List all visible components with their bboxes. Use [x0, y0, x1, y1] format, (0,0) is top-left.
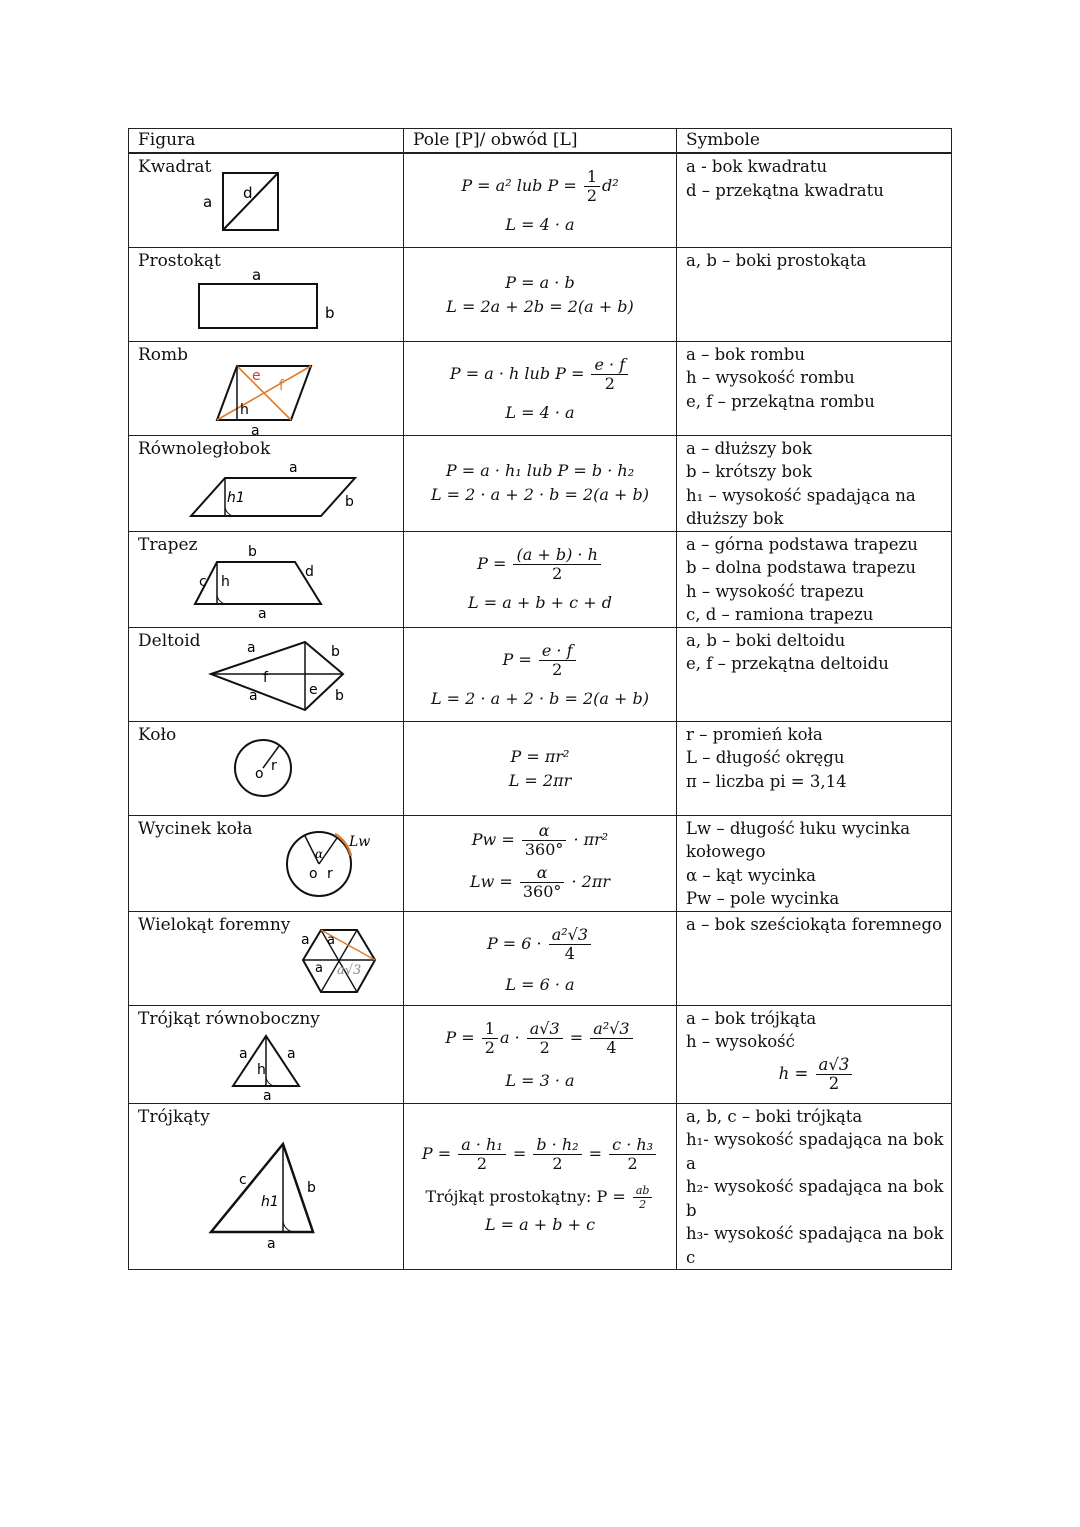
symbols-cell	[677, 1005, 952, 1103]
label-c: c	[239, 1171, 247, 1188]
label-b: b	[325, 303, 335, 322]
figure-name: Romb	[138, 344, 189, 365]
symbol-line: h₁- wysokość spadająca na bok a	[686, 1130, 944, 1173]
label-h: h	[257, 1061, 266, 1078]
square-drawing	[129, 154, 404, 248]
label-h1: h1	[261, 1193, 279, 1210]
perimeter-formula: L = 6 · a	[505, 974, 575, 994]
symbol-line: a – bok rombu	[686, 344, 805, 364]
figure-cell	[129, 247, 404, 341]
figure-cell	[129, 911, 404, 1005]
perimeter-formula: L = 2πr	[508, 770, 572, 790]
label-h: h	[221, 573, 230, 590]
perimeter-formula: L = 2 · a + 2 · b = 2(a + b)	[430, 688, 650, 708]
figure-name: Trapez	[138, 534, 198, 555]
formula-cell	[404, 1103, 677, 1270]
equilateral-triangle-drawing	[129, 1006, 404, 1104]
figure-name: Kwadrat	[138, 157, 212, 177]
figure-name: Trójkąty	[138, 1106, 210, 1127]
kite-drawing	[129, 628, 404, 722]
header-symbols: Symbole	[677, 129, 952, 154]
label-b: b	[248, 543, 257, 560]
table-row	[129, 911, 952, 1005]
hexagon-drawing	[129, 912, 404, 1006]
figure-name: Wycinek koła	[138, 818, 253, 839]
label-a: a	[287, 1045, 296, 1062]
label-a: a	[249, 687, 258, 704]
perimeter-formula: L = 2 · a + 2 · b = 2(a + b)	[430, 484, 650, 504]
figure-name: Prostokąt	[138, 250, 221, 271]
label-o: o	[309, 865, 318, 882]
arc-length-formula: Lw = $\frac{\alpha}{360^\circ}$ · 2πr	[469, 862, 611, 901]
figure-name: Równoległobok	[138, 438, 271, 459]
formula-cell	[404, 911, 677, 1005]
symbol-line: d – przekątna kwadratu	[686, 180, 884, 200]
perimeter-formula: L = 3 · a	[505, 1070, 575, 1090]
area-formula: P = $\frac{1}{2}$ a · $\frac{a√3}{2}$ = $\frac{\text{a²√3}}{4}$	[404, 1020, 676, 1057]
symbols-cell	[677, 815, 952, 911]
table-row	[129, 341, 952, 435]
right-triangle-formula: Trójkąt prostokątny: P = $\frac{ab}{2}$	[404, 1184, 676, 1211]
symbol-line: b – krótszy bok	[686, 462, 812, 481]
area-formula: P = a² lub P = $\frac{1}{2}$ d²	[461, 167, 619, 205]
label-r: r	[327, 865, 333, 882]
symbol-line: Lw – długość łuku wycinka kołowego	[686, 818, 911, 861]
label-a: a	[247, 639, 256, 656]
area-formula: P = πr²	[510, 746, 570, 766]
label-a: a	[301, 931, 310, 948]
parallelogram-drawing	[129, 436, 404, 530]
symbol-line: e, f – przekątna deltoidu	[686, 654, 889, 673]
label-b: b	[345, 493, 354, 510]
sector-area-formula: Pw = $\frac{\alpha}{360^\circ}$ · πr²	[471, 820, 609, 859]
label-a: a	[203, 193, 213, 211]
symbol-line: Pw – pole wycinka	[686, 889, 840, 908]
symbol-line: c, d – ramiona trapezu	[686, 605, 874, 624]
symbol-line: b – dolna podstawa trapezu	[686, 558, 916, 577]
formula-cell	[404, 1005, 677, 1103]
table-row	[129, 1103, 952, 1270]
symbol-line: a – bok trójkąta	[686, 1008, 817, 1028]
symbols-cell	[677, 911, 952, 1005]
table-row	[129, 153, 952, 247]
symbols-cell	[677, 247, 952, 341]
formula-cell	[404, 627, 677, 721]
figure-cell	[129, 435, 404, 531]
rhombus-drawing	[129, 342, 404, 436]
height-formula: h = $\frac{a√3}{2}$	[686, 1056, 947, 1093]
sector-drawing	[129, 816, 404, 910]
figure-cell	[129, 1103, 404, 1270]
symbol-line: α – kąt wycinka	[686, 865, 817, 885]
label-lw: Lw	[349, 833, 371, 850]
label-alpha: α	[315, 846, 324, 861]
symbols-cell	[677, 721, 952, 815]
label-a: a	[239, 1045, 248, 1062]
label-a: a	[315, 960, 323, 976]
formula-cell	[404, 435, 677, 531]
symbol-line: h – wysokość rombu	[686, 368, 855, 387]
symbol-line: a, b, c – boki trójkąta	[686, 1106, 863, 1126]
symbol-line: a - bok kwadratu	[686, 157, 828, 176]
figure-name: Koło	[138, 724, 177, 745]
symbols-cell	[677, 435, 952, 531]
header-area-perimeter: Pole [P]/ obwód [L]	[404, 129, 677, 154]
label-a: a	[289, 459, 298, 476]
rectangle-drawing	[129, 248, 404, 342]
area-formula: P = $\frac{e \cdot f}{2}$	[404, 642, 676, 679]
figure-cell	[129, 531, 404, 627]
symbol-line: h – wysokość trapezu	[686, 581, 865, 601]
symbol-line: a, b – boki prostokąta	[686, 250, 867, 270]
perimeter-formula: L = a + b + c + d	[468, 592, 612, 612]
figure-cell	[129, 153, 404, 247]
label-e: e	[309, 681, 318, 698]
circle-drawing	[129, 722, 404, 816]
formula-cell	[404, 153, 677, 247]
label-b: b	[331, 643, 340, 660]
perimeter-formula: L = a + b + c	[484, 1214, 596, 1234]
label-r: r	[271, 757, 277, 774]
area-formula: P = a · h lub P = $\frac{e \cdot f}{2}$	[404, 356, 676, 393]
label-f: f	[279, 377, 284, 394]
table-header-row	[129, 129, 952, 154]
table-row	[129, 247, 952, 341]
symbols-cell	[677, 627, 952, 721]
figure-cell	[129, 1005, 404, 1103]
symbol-line: h₂- wysokość spadająca na bok b	[686, 1177, 944, 1220]
figure-name: Wielokąt foremny	[138, 914, 291, 935]
label-d: d	[243, 184, 253, 202]
label-a-sqrt3: a√3	[337, 962, 362, 978]
area-formula: P = $\frac{\text{a · h₁}}{2}$ = $\frac{\text{b · h₂}}{2}$ = $\frac{\text{c · h₃}}{2}$	[404, 1136, 676, 1173]
symbol-line: h – wysokość	[686, 1032, 795, 1051]
label-h: h	[240, 401, 249, 418]
figure-cell	[129, 341, 404, 435]
label-c: c	[199, 573, 207, 590]
label-a: a	[252, 265, 262, 284]
symbol-line: h₁ – wysokość spadająca na dłuższy bok	[686, 485, 916, 528]
area-formula: P = $\frac{(a + b) \cdot h}{2}$	[404, 546, 676, 583]
perimeter-formula: L = 4 · a	[505, 402, 575, 422]
label-h1: h1	[227, 489, 245, 506]
label-b: b	[335, 687, 344, 704]
label-a: a	[263, 1087, 272, 1104]
label-d: d	[305, 563, 314, 580]
trapezoid-drawing	[129, 532, 404, 626]
label-b: b	[307, 1179, 316, 1196]
formula-cell	[404, 247, 677, 341]
figure-cell	[129, 721, 404, 815]
table-row	[129, 531, 952, 627]
triangle-drawing	[129, 1104, 404, 1269]
label-f: f	[263, 669, 268, 686]
symbols-cell	[677, 153, 952, 247]
area-formula: P = 6 · $\frac{\text{a²√3}}{4}$	[404, 926, 676, 963]
symbol-line: L – długość okręgu	[686, 748, 845, 767]
table-row	[129, 435, 952, 531]
symbol-line: a, b – boki deltoidu	[686, 630, 846, 650]
table-row	[129, 627, 952, 721]
symbol-line: π – liczba pi = 3,14	[686, 771, 847, 791]
symbol-line: a – dłuższy bok	[686, 438, 813, 458]
label-a: a	[327, 932, 335, 948]
formula-cell	[404, 531, 677, 627]
formula-cell	[404, 721, 677, 815]
area-formula: P = a · h₁ lub P = b · h₂	[445, 460, 635, 480]
perimeter-formula: L = 2a + 2b = 2(a + b)	[446, 296, 634, 316]
symbols-cell	[677, 341, 952, 435]
symbol-line: e, f – przekątna rombu	[686, 391, 875, 411]
table-row	[129, 1005, 952, 1103]
perimeter-formula: L = 4 · a	[505, 215, 575, 234]
label-a: a	[267, 1235, 276, 1252]
label-o: o	[255, 765, 264, 782]
figure-cell	[129, 815, 404, 911]
formula-cell	[404, 815, 677, 911]
table-row	[129, 815, 952, 911]
label-a: a	[258, 605, 267, 622]
symbol-line: r – promień koła	[686, 724, 823, 744]
figure-name: Deltoid	[138, 630, 201, 651]
symbols-cell	[677, 1103, 952, 1270]
symbol-line: a – bok sześciokąta foremnego	[686, 914, 942, 934]
symbol-line: h₃- wysokość spadająca na bok c	[686, 1224, 944, 1267]
area-formula: P = a · b	[505, 272, 575, 292]
header-figure: Figura	[129, 129, 404, 154]
symbols-cell	[677, 531, 952, 627]
figure-cell	[129, 627, 404, 721]
symbol-line: a – górna podstawa trapezu	[686, 534, 918, 554]
table-row	[129, 721, 952, 815]
label-e: e	[252, 367, 261, 384]
label-a: a	[251, 422, 260, 436]
formula-cell	[404, 341, 677, 435]
formula-table	[128, 128, 952, 1270]
figure-name: Trójkąt równoboczny	[138, 1008, 320, 1029]
